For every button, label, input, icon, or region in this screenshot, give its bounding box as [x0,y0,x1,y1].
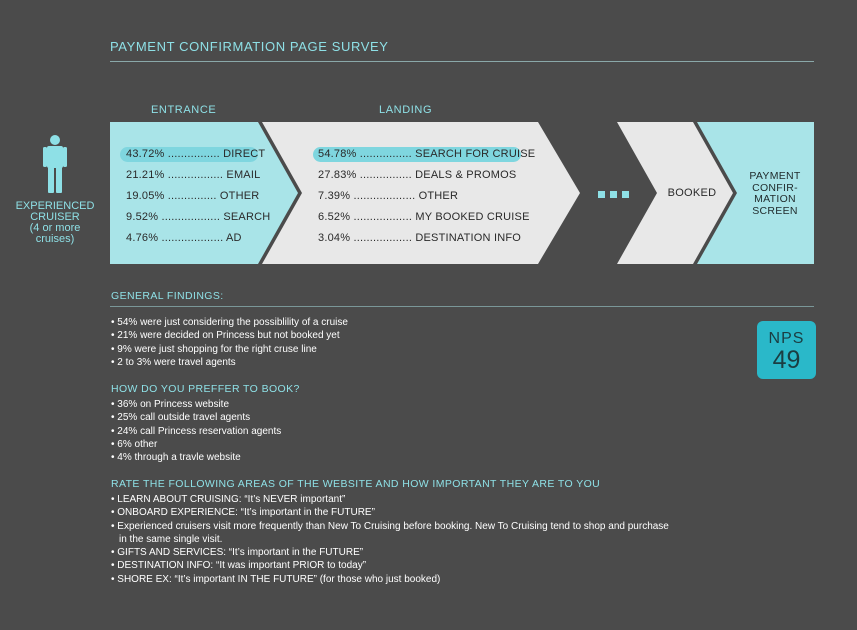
list-item-continuation: in the same single visit. [119,533,223,545]
general-findings-heading: GENERAL FINDINGS: [111,290,224,302]
persona-label: EXPERIENCED CRUISER (4 or more cruises) [15,200,95,245]
stage-label-landing: LANDING [379,104,433,116]
list-item: • Experienced cruisers visit more frequently than New To Cruising before booking. New To Cruising tend to shop and purchase [111,520,669,533]
entrance-row: 43.72% ................ DIRECT [126,148,266,160]
list-item: • 6% other [111,438,281,451]
list-item: • ONBOARD EXPERIENCE: “It’s important in the FUTURE” [111,506,669,519]
list-item: • 25% call outside travel agents [111,411,281,424]
entrance-row: 21.21% ................. EMAIL [126,169,261,181]
entrance-row: 9.52% .................. SEARCH [126,211,271,223]
list-item: • 36% on Princess website [111,398,281,411]
list-item: • GIFTS AND SERVICES: “It’s important in the FUTURE” [111,546,669,559]
person-icon [43,135,67,193]
entrance-row: 4.76% ................... AD [126,232,242,244]
nps-badge: NPS 49 [757,321,816,379]
general-findings-list [111,316,348,369]
section-divider [110,306,814,307]
rate-areas-list [111,493,669,586]
payment-screen-label: PAYMENT CONFIR- MATION SCREEN [749,170,801,217]
list-item: • 24% call Princess reservation agents [111,425,281,438]
list-item: • 4% through a travle website [111,451,281,464]
ellipsis-dot [598,191,605,198]
list-item: • LEARN ABOUT CRUISING: “It’s NEVER important” [111,493,669,506]
rate-areas-heading: RATE THE FOLLOWING AREAS OF THE WEBSITE AND HOW IMPORTANT THEY ARE TO YOU [111,478,601,490]
landing-row: 7.39% ................... OTHER [318,190,459,202]
landing-row: 54.78% ................ SEARCH FOR CRUISE [318,148,536,160]
list-item: • 54% were just considering the possiblility of a cruise [111,316,348,329]
entrance-row: 19.05% ............... OTHER [126,190,260,202]
ellipsis-dot [622,191,629,198]
landing-row: 27.83% ................ DEALS & PROMOS [318,169,517,181]
list-item: • 2 to 3% were travel agents [111,356,348,369]
ellipsis-dot [610,191,617,198]
booking-preference-list [111,398,281,464]
landing-row: 6.52% .................. MY BOOKED CRUISE [318,211,530,223]
list-item: • 21% were decided on Princess but not booked yet [111,329,348,342]
list-item: • 9% were just shopping for the right cruse line [111,343,348,356]
landing-row: 3.04% .................. DESTINATION INFO [318,232,522,244]
list-item: • SHORE EX: “It’s important IN THE FUTURE” (for those who just booked) [111,573,669,586]
booking-preference-heading: HOW DO YOU PREFFER TO BOOK? [111,383,300,395]
stage-label-entrance: ENTRANCE [151,104,217,116]
list-item: • DESTINATION INFO: “It was important PRIOR to today” [111,559,669,572]
booked-label: BOOKED [667,187,717,199]
page-title: PAYMENT CONFIRMATION PAGE SURVEY [110,39,389,54]
